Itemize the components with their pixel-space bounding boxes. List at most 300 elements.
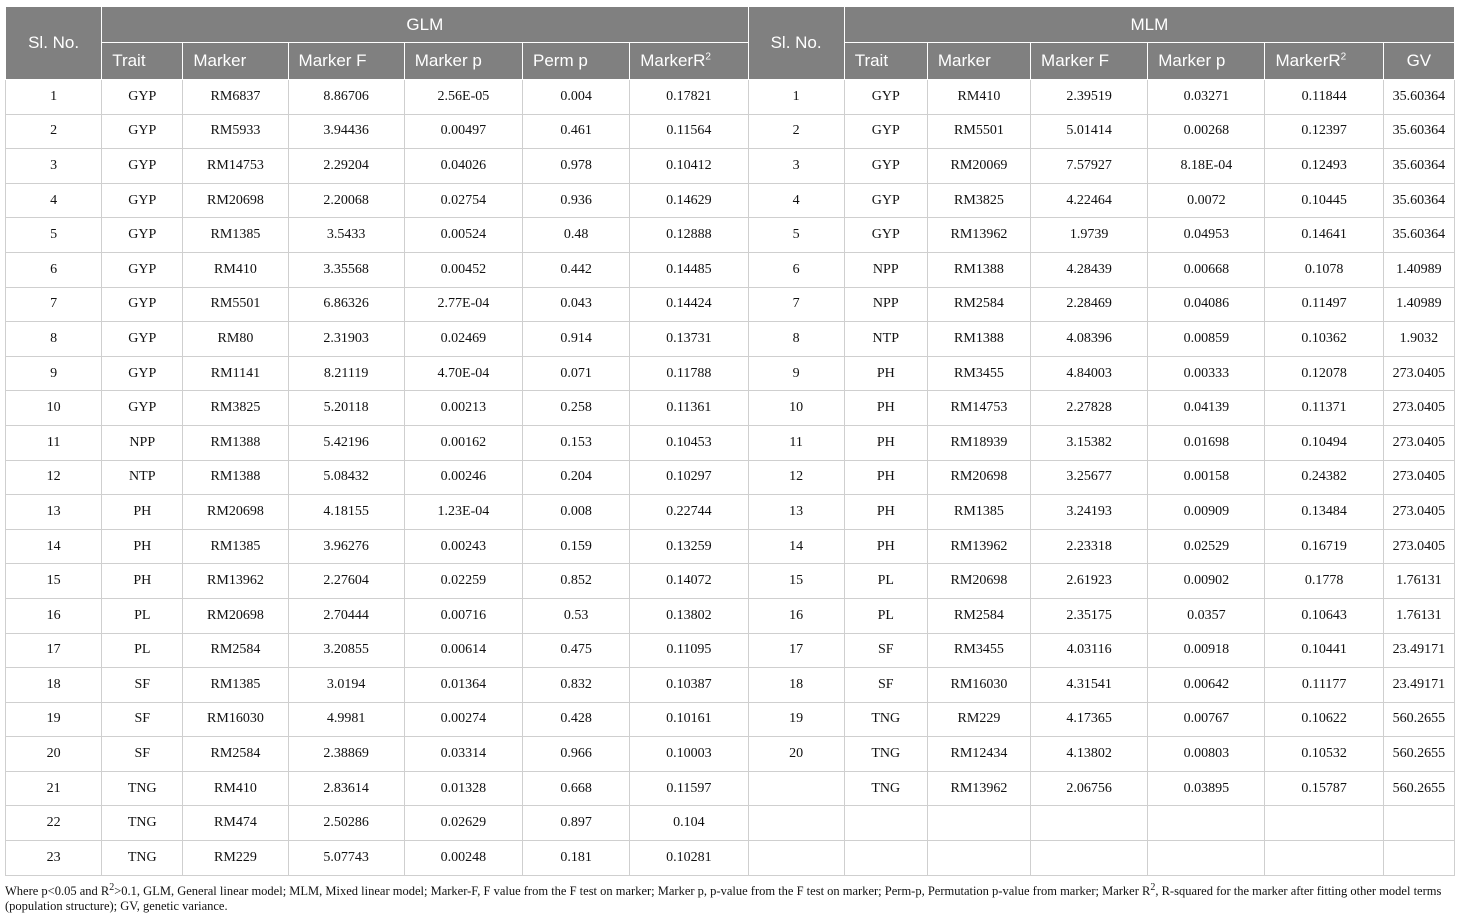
glm-trait-cell: PL <box>102 633 183 668</box>
mlm-marker-cell: RM20698 <box>927 460 1030 495</box>
glm-marker-cell: RM13962 <box>183 564 288 599</box>
mlm-marker-f-cell: 5.01414 <box>1031 114 1148 149</box>
mlm-gv-cell: 560.2655 <box>1383 737 1454 772</box>
table-container <box>5 6 1455 914</box>
mlm-sl-no-cell: 5 <box>748 218 844 253</box>
glm-marker-p-cell: 0.02629 <box>404 806 522 841</box>
mlm-marker-p-cell: 0.00909 <box>1148 495 1265 530</box>
mlm-marker-r2-header <box>1265 43 1383 80</box>
mlm-trait-cell: GYP <box>844 183 927 218</box>
table-row <box>6 668 1455 703</box>
mlm-marker-p-cell: 0.0357 <box>1148 598 1265 633</box>
glm-perm-p-cell: 0.071 <box>523 356 630 391</box>
table-row <box>6 529 1455 564</box>
glm-trait-cell: GYP <box>102 287 183 322</box>
mlm-gv-cell: 273.0405 <box>1383 356 1454 391</box>
mlm-sl-no-cell <box>748 841 844 876</box>
table-row <box>6 633 1455 668</box>
glm-marker-header: Marker <box>183 43 288 80</box>
glm-sl-no-cell: 8 <box>6 322 102 357</box>
footnote-text-1: Where p<0.05 and R <box>5 883 110 898</box>
footnote-sup-1: 2 <box>109 881 115 893</box>
mlm-sl-no-cell: 1 <box>748 80 844 115</box>
mlm-trait-cell: NPP <box>844 252 927 287</box>
glm-sl-no-cell: 13 <box>6 495 102 530</box>
glm-sl-no-cell: 21 <box>6 771 102 806</box>
mlm-gv-cell: 560.2655 <box>1383 702 1454 737</box>
glm-sl-no-cell: 16 <box>6 598 102 633</box>
mlm-group-header: MLM <box>844 7 1454 43</box>
mlm-marker-p-cell: 0.00859 <box>1148 322 1265 357</box>
footnote-sup-2: 2 <box>1150 881 1156 893</box>
mlm-trait-cell: PL <box>844 564 927 599</box>
mlm-marker-r2-sup: 2 <box>1340 51 1347 63</box>
glm-marker-p-cell: 0.02754 <box>404 183 522 218</box>
glm-marker-r2-text: MarkerR <box>640 51 706 70</box>
glm-marker-f-cell: 3.35568 <box>288 252 404 287</box>
glm-marker-f-cell: 3.0194 <box>288 668 404 703</box>
glm-sl-no-cell: 19 <box>6 702 102 737</box>
mlm-marker-p-cell <box>1148 841 1265 876</box>
glm-marker-r2-cell: 0.17821 <box>630 80 748 115</box>
glm-marker-p-cell: 0.02259 <box>404 564 522 599</box>
glm-perm-p-cell: 0.153 <box>523 425 630 460</box>
glm-marker-r2-cell: 0.10387 <box>630 668 748 703</box>
mlm-marker-cell: RM13962 <box>927 529 1030 564</box>
mlm-marker-f-cell: 4.13802 <box>1031 737 1148 772</box>
glm-marker-f-cell: 3.5433 <box>288 218 404 253</box>
glm-marker-cell: RM1385 <box>183 668 288 703</box>
table-row <box>6 737 1455 772</box>
mlm-marker-p-header: Marker p <box>1148 43 1265 80</box>
table-row <box>6 252 1455 287</box>
table-row <box>6 841 1455 876</box>
glm-marker-r2-cell: 0.14072 <box>630 564 748 599</box>
glm-marker-cell: RM80 <box>183 322 288 357</box>
mlm-gv-cell: 35.60364 <box>1383 114 1454 149</box>
mlm-trait-cell: GYP <box>844 149 927 184</box>
glm-marker-r2-cell: 0.11788 <box>630 356 748 391</box>
mlm-marker-f-cell: 3.25677 <box>1031 460 1148 495</box>
glm-marker-f-cell: 2.31903 <box>288 322 404 357</box>
mlm-sl-no-cell: 2 <box>748 114 844 149</box>
glm-trait-header: Trait <box>102 43 183 80</box>
mlm-marker-cell: RM229 <box>927 702 1030 737</box>
mlm-trait-cell: TNG <box>844 702 927 737</box>
mlm-marker-r2-cell: 0.12493 <box>1265 149 1383 184</box>
mlm-marker-f-header: Marker F <box>1031 43 1148 80</box>
glm-perm-p-cell: 0.668 <box>523 771 630 806</box>
mlm-sl-no-cell: 11 <box>748 425 844 460</box>
mlm-marker-r2-cell: 0.10362 <box>1265 322 1383 357</box>
glm-sl-no-cell: 9 <box>6 356 102 391</box>
mlm-marker-p-cell: 0.03895 <box>1148 771 1265 806</box>
glm-perm-p-cell: 0.48 <box>523 218 630 253</box>
mlm-sl-no-cell: 13 <box>748 495 844 530</box>
mlm-marker-f-cell: 4.84003 <box>1031 356 1148 391</box>
glm-trait-cell: PH <box>102 495 183 530</box>
glm-marker-f-cell: 6.86326 <box>288 287 404 322</box>
glm-marker-r2-cell: 0.10281 <box>630 841 748 876</box>
mlm-marker-f-cell: 4.03116 <box>1031 633 1148 668</box>
glm-marker-f-cell: 4.18155 <box>288 495 404 530</box>
mlm-sl-no-cell: 3 <box>748 149 844 184</box>
glm-sl-no-cell: 2 <box>6 114 102 149</box>
glm-marker-r2-cell: 0.10453 <box>630 425 748 460</box>
glm-marker-cell: RM6837 <box>183 80 288 115</box>
mlm-trait-cell: PH <box>844 391 927 426</box>
glm-marker-p-cell: 0.01364 <box>404 668 522 703</box>
mlm-marker-r2-cell: 0.1078 <box>1265 252 1383 287</box>
table-body <box>6 80 1455 876</box>
glm-marker-f-cell: 5.08432 <box>288 460 404 495</box>
table-footnote <box>5 881 1455 914</box>
mlm-gv-cell: 273.0405 <box>1383 391 1454 426</box>
glm-perm-p-cell: 0.914 <box>523 322 630 357</box>
glm-trait-cell: GYP <box>102 252 183 287</box>
glm-marker-r2-cell: 0.22744 <box>630 495 748 530</box>
glm-marker-p-cell: 0.00614 <box>404 633 522 668</box>
glm-sl-no-cell: 1 <box>6 80 102 115</box>
glm-marker-f-header: Marker F <box>288 43 404 80</box>
mlm-gv-cell: 1.76131 <box>1383 564 1454 599</box>
mlm-gv-cell: 1.9032 <box>1383 322 1454 357</box>
glm-marker-p-cell: 0.00524 <box>404 218 522 253</box>
glm-marker-r2-sup: 2 <box>705 51 711 63</box>
table-row <box>6 149 1455 184</box>
glm-marker-r2-header <box>630 43 748 80</box>
glm-marker-p-cell: 0.00213 <box>404 391 522 426</box>
mlm-marker-p-cell: 0.0072 <box>1148 183 1265 218</box>
glm-marker-p-cell: 0.03314 <box>404 737 522 772</box>
glm-marker-cell: RM20698 <box>183 598 288 633</box>
glm-sl-no-cell: 11 <box>6 425 102 460</box>
mlm-marker-f-cell: 4.31541 <box>1031 668 1148 703</box>
glm-marker-f-cell: 2.20068 <box>288 183 404 218</box>
mlm-marker-cell: RM3455 <box>927 633 1030 668</box>
glm-trait-cell: SF <box>102 702 183 737</box>
glm-marker-cell: RM5501 <box>183 287 288 322</box>
table-row <box>6 460 1455 495</box>
mlm-marker-cell: RM1388 <box>927 322 1030 357</box>
mlm-trait-cell: PL <box>844 598 927 633</box>
glm-marker-p-cell: 0.00716 <box>404 598 522 633</box>
mlm-sl-no-cell: 6 <box>748 252 844 287</box>
glm-trait-cell: NTP <box>102 460 183 495</box>
glm-marker-p-cell: 0.04026 <box>404 149 522 184</box>
mlm-marker-p-cell: 0.03271 <box>1148 80 1265 115</box>
mlm-marker-r2-cell: 0.10643 <box>1265 598 1383 633</box>
mlm-trait-cell: SF <box>844 633 927 668</box>
mlm-marker-r2-cell: 0.10441 <box>1265 633 1383 668</box>
mlm-marker-p-cell: 0.00333 <box>1148 356 1265 391</box>
glm-marker-cell: RM20698 <box>183 183 288 218</box>
mlm-gv-header: GV <box>1383 43 1454 80</box>
glm-marker-cell: RM1385 <box>183 218 288 253</box>
mlm-sl-no-cell: 20 <box>748 737 844 772</box>
mlm-gv-cell <box>1383 841 1454 876</box>
glm-marker-cell: RM410 <box>183 252 288 287</box>
glm-marker-f-cell: 2.70444 <box>288 598 404 633</box>
glm-marker-r2-cell: 0.11597 <box>630 771 748 806</box>
glm-trait-cell: SF <box>102 737 183 772</box>
mlm-marker-f-cell: 2.27828 <box>1031 391 1148 426</box>
mlm-marker-f-cell: 2.28469 <box>1031 287 1148 322</box>
mlm-trait-cell: TNG <box>844 771 927 806</box>
glm-marker-cell: RM3825 <box>183 391 288 426</box>
glm-marker-cell: RM2584 <box>183 737 288 772</box>
mlm-trait-cell: PH <box>844 356 927 391</box>
mlm-marker-header: Marker <box>927 43 1030 80</box>
glm-trait-cell: PH <box>102 529 183 564</box>
mlm-marker-p-cell: 0.02529 <box>1148 529 1265 564</box>
glm-perm-p-cell: 0.442 <box>523 252 630 287</box>
glm-marker-p-cell: 2.77E-04 <box>404 287 522 322</box>
glm-perm-p-cell: 0.978 <box>523 149 630 184</box>
mlm-trait-cell <box>844 806 927 841</box>
glm-marker-p-cell: 0.00243 <box>404 529 522 564</box>
mlm-marker-cell: RM20069 <box>927 149 1030 184</box>
mlm-trait-cell: NTP <box>844 322 927 357</box>
mlm-gv-cell: 1.40989 <box>1383 252 1454 287</box>
glm-marker-f-cell: 5.07743 <box>288 841 404 876</box>
mlm-marker-r2-cell: 0.13484 <box>1265 495 1383 530</box>
glm-marker-f-cell: 2.29204 <box>288 149 404 184</box>
glm-sl-no-cell: 10 <box>6 391 102 426</box>
glm-perm-p-cell: 0.966 <box>523 737 630 772</box>
mlm-gv-cell: 1.76131 <box>1383 598 1454 633</box>
mlm-sl-no-cell: 8 <box>748 322 844 357</box>
mlm-marker-f-cell: 2.61923 <box>1031 564 1148 599</box>
glm-marker-f-cell: 3.20855 <box>288 633 404 668</box>
table-row <box>6 425 1455 460</box>
mlm-marker-f-cell: 2.06756 <box>1031 771 1148 806</box>
glm-trait-cell: GYP <box>102 322 183 357</box>
mlm-marker-r2-cell <box>1265 806 1383 841</box>
mlm-marker-cell: RM13962 <box>927 218 1030 253</box>
glm-marker-p-cell: 0.02469 <box>404 322 522 357</box>
glm-trait-cell: GYP <box>102 114 183 149</box>
mlm-marker-r2-cell: 0.10445 <box>1265 183 1383 218</box>
mlm-gv-cell: 35.60364 <box>1383 149 1454 184</box>
table-row <box>6 564 1455 599</box>
mlm-gv-cell: 560.2655 <box>1383 771 1454 806</box>
mlm-marker-p-cell: 0.00918 <box>1148 633 1265 668</box>
mlm-marker-r2-cell <box>1265 841 1383 876</box>
mlm-marker-r2-cell: 0.11497 <box>1265 287 1383 322</box>
mlm-sl-no-cell: 9 <box>748 356 844 391</box>
glm-marker-cell: RM5933 <box>183 114 288 149</box>
glm-marker-p-cell: 0.00162 <box>404 425 522 460</box>
mlm-marker-cell: RM2584 <box>927 287 1030 322</box>
glm-sl-no-cell: 15 <box>6 564 102 599</box>
mlm-trait-cell: PH <box>844 529 927 564</box>
glm-marker-f-cell: 5.42196 <box>288 425 404 460</box>
mlm-sl-no-cell: 16 <box>748 598 844 633</box>
mlm-sl-no-cell <box>748 806 844 841</box>
glm-trait-cell: TNG <box>102 806 183 841</box>
footnote-text-3: , R-squared for the marker after fitting other model terms (population structure); GV, genetic variance. <box>5 883 1442 913</box>
mlm-sl-no-cell: 19 <box>748 702 844 737</box>
table-row <box>6 80 1455 115</box>
mlm-marker-p-cell <box>1148 806 1265 841</box>
glm-marker-r2-cell: 0.11564 <box>630 114 748 149</box>
glm-marker-f-cell: 4.9981 <box>288 702 404 737</box>
glm-marker-r2-cell: 0.10412 <box>630 149 748 184</box>
mlm-marker-cell: RM14753 <box>927 391 1030 426</box>
mlm-marker-p-cell: 0.00642 <box>1148 668 1265 703</box>
glm-marker-p-cell: 0.00274 <box>404 702 522 737</box>
mlm-marker-r2-cell: 0.16719 <box>1265 529 1383 564</box>
table-row <box>6 391 1455 426</box>
glm-marker-cell: RM1385 <box>183 529 288 564</box>
glm-sl-no-cell: 4 <box>6 183 102 218</box>
mlm-marker-p-cell: 0.04953 <box>1148 218 1265 253</box>
glm-marker-p-cell: 2.56E-05 <box>404 80 522 115</box>
mlm-marker-p-cell: 0.00668 <box>1148 252 1265 287</box>
mlm-sl-no-cell: 7 <box>748 287 844 322</box>
glm-marker-cell: RM14753 <box>183 149 288 184</box>
glm-trait-cell: GYP <box>102 80 183 115</box>
glm-marker-r2-cell: 0.13731 <box>630 322 748 357</box>
glm-marker-r2-cell: 0.13802 <box>630 598 748 633</box>
mlm-trait-cell <box>844 841 927 876</box>
mlm-marker-p-cell: 8.18E-04 <box>1148 149 1265 184</box>
mlm-marker-p-cell: 0.00767 <box>1148 702 1265 737</box>
glm-marker-r2-cell: 0.14424 <box>630 287 748 322</box>
mlm-marker-cell: RM1388 <box>927 252 1030 287</box>
glm-marker-p-cell: 0.00452 <box>404 252 522 287</box>
mlm-marker-r2-cell: 0.10494 <box>1265 425 1383 460</box>
results-table <box>5 6 1455 876</box>
mlm-marker-p-cell: 0.00902 <box>1148 564 1265 599</box>
glm-perm-p-cell: 0.204 <box>523 460 630 495</box>
glm-marker-r2-cell: 0.104 <box>630 806 748 841</box>
glm-marker-p-cell: 0.00248 <box>404 841 522 876</box>
glm-marker-f-cell: 2.83614 <box>288 771 404 806</box>
mlm-marker-r2-cell: 0.11371 <box>1265 391 1383 426</box>
mlm-marker-f-cell: 3.15382 <box>1031 425 1148 460</box>
glm-marker-cell: RM20698 <box>183 495 288 530</box>
mlm-marker-cell <box>927 841 1030 876</box>
glm-trait-cell: GYP <box>102 356 183 391</box>
mlm-marker-cell: RM3825 <box>927 183 1030 218</box>
glm-trait-cell: NPP <box>102 425 183 460</box>
glm-marker-r2-cell: 0.10161 <box>630 702 748 737</box>
table-row <box>6 183 1455 218</box>
glm-group-header: GLM <box>102 7 748 43</box>
mlm-marker-f-cell: 2.23318 <box>1031 529 1148 564</box>
mlm-marker-cell: RM18939 <box>927 425 1030 460</box>
glm-perm-p-cell: 0.852 <box>523 564 630 599</box>
glm-marker-r2-cell: 0.11361 <box>630 391 748 426</box>
glm-marker-cell: RM1388 <box>183 460 288 495</box>
glm-marker-cell: RM16030 <box>183 702 288 737</box>
glm-marker-f-cell: 8.86706 <box>288 80 404 115</box>
mlm-marker-cell: RM13962 <box>927 771 1030 806</box>
glm-marker-r2-cell: 0.14629 <box>630 183 748 218</box>
mlm-marker-f-cell: 3.24193 <box>1031 495 1148 530</box>
mlm-gv-cell: 23.49171 <box>1383 668 1454 703</box>
glm-perm-p-cell: 0.004 <box>523 80 630 115</box>
glm-marker-cell: RM410 <box>183 771 288 806</box>
mlm-marker-p-cell: 0.00803 <box>1148 737 1265 772</box>
table-row <box>6 114 1455 149</box>
glm-sl-no-cell: 6 <box>6 252 102 287</box>
glm-marker-cell: RM474 <box>183 806 288 841</box>
mlm-marker-f-cell: 4.08396 <box>1031 322 1148 357</box>
glm-marker-p-cell: 0.00497 <box>404 114 522 149</box>
glm-trait-cell: GYP <box>102 149 183 184</box>
mlm-marker-p-cell: 0.00158 <box>1148 460 1265 495</box>
glm-marker-r2-cell: 0.14485 <box>630 252 748 287</box>
mlm-marker-cell: RM3455 <box>927 356 1030 391</box>
mlm-marker-f-cell <box>1031 806 1148 841</box>
glm-marker-r2-cell: 0.11095 <box>630 633 748 668</box>
mlm-marker-cell <box>927 806 1030 841</box>
mlm-trait-cell: SF <box>844 668 927 703</box>
mlm-marker-r2-cell: 0.12078 <box>1265 356 1383 391</box>
glm-trait-cell: TNG <box>102 841 183 876</box>
glm-perm-p-cell: 0.258 <box>523 391 630 426</box>
mlm-trait-cell: GYP <box>844 80 927 115</box>
mlm-trait-cell: TNG <box>844 737 927 772</box>
glm-marker-cell: RM2584 <box>183 633 288 668</box>
glm-perm-p-cell: 0.832 <box>523 668 630 703</box>
mlm-gv-cell: 35.60364 <box>1383 80 1454 115</box>
glm-sl-no-cell: 23 <box>6 841 102 876</box>
mlm-sl-no-cell: 4 <box>748 183 844 218</box>
mlm-marker-cell: RM20698 <box>927 564 1030 599</box>
mlm-sl-no-cell: 14 <box>748 529 844 564</box>
glm-marker-r2-cell: 0.10003 <box>630 737 748 772</box>
glm-marker-f-cell: 2.38869 <box>288 737 404 772</box>
mlm-marker-r2-cell: 0.12397 <box>1265 114 1383 149</box>
mlm-marker-r2-cell: 0.14641 <box>1265 218 1383 253</box>
glm-perm-p-cell: 0.53 <box>523 598 630 633</box>
glm-marker-f-cell: 5.20118 <box>288 391 404 426</box>
glm-sl-no-cell: 3 <box>6 149 102 184</box>
mlm-marker-cell: RM1385 <box>927 495 1030 530</box>
glm-sl-no-cell: 7 <box>6 287 102 322</box>
mlm-marker-r2-cell: 0.24382 <box>1265 460 1383 495</box>
mlm-marker-cell: RM12434 <box>927 737 1030 772</box>
glm-perm-p-cell: 0.936 <box>523 183 630 218</box>
glm-marker-r2-cell: 0.13259 <box>630 529 748 564</box>
table-row <box>6 806 1455 841</box>
mlm-marker-cell: RM2584 <box>927 598 1030 633</box>
table-row <box>6 771 1455 806</box>
glm-marker-cell: RM1141 <box>183 356 288 391</box>
mlm-gv-cell: 35.60364 <box>1383 218 1454 253</box>
mlm-trait-cell: NPP <box>844 287 927 322</box>
mlm-marker-f-cell: 2.35175 <box>1031 598 1148 633</box>
mlm-marker-f-cell <box>1031 841 1148 876</box>
glm-sl-no-cell: 22 <box>6 806 102 841</box>
glm-perm-p-cell: 0.461 <box>523 114 630 149</box>
glm-marker-p-cell: 1.23E-04 <box>404 495 522 530</box>
mlm-gv-cell: 1.40989 <box>1383 287 1454 322</box>
table-row <box>6 356 1455 391</box>
table-row <box>6 218 1455 253</box>
table-row <box>6 287 1455 322</box>
mlm-marker-r2-text: MarkerR <box>1275 51 1341 70</box>
mlm-marker-f-cell: 2.39519 <box>1031 80 1148 115</box>
glm-trait-cell: SF <box>102 668 183 703</box>
glm-perm-p-cell: 0.897 <box>523 806 630 841</box>
mlm-sl-no-cell: 15 <box>748 564 844 599</box>
glm-sl-no-cell: 20 <box>6 737 102 772</box>
